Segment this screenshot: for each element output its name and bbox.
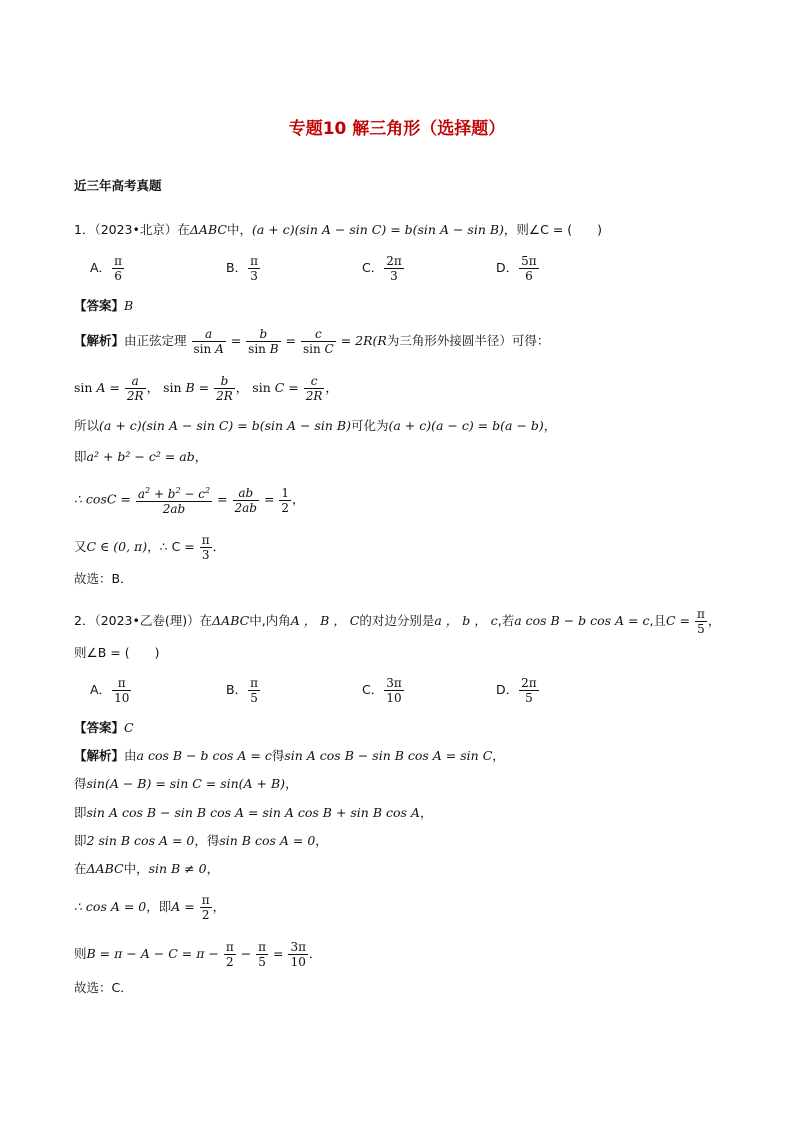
q1-option-b: B． $\frac{\pi}{3}$ bbox=[226, 254, 258, 283]
q1-analysis-line1: 【解析】由正弦定理 $\frac{a}{\text{sin A}}$ = $\frac{b}{\text{sin B}}$ = $\frac{c}{\text{sin C}}$ = 2R(R为三角形外接圆半径）可得： bbox=[74, 327, 550, 356]
page-title: 专题10 解三角形（选择题） bbox=[288, 119, 506, 139]
q2-analysis-conclusion: 故选：C． bbox=[74, 980, 133, 995]
q1-stem: 1．（2023•北京）在ΔABC中，(a + c)(sin A − sin C) = b(sin A − sin B)，则∠C = ( ) bbox=[74, 222, 603, 237]
q2-option-c: C． $\frac{3\pi}{10}$ bbox=[362, 676, 402, 705]
q2-analysis-line4: 即2 sin B cos A = 0，得sin B cos A = 0， bbox=[74, 833, 328, 848]
q2-analysis-line6: ∴ cos A = 0，即A = $\frac{\pi}{2}$ ， bbox=[74, 893, 226, 922]
q2-analysis-line2: 得sin(A − B) = sin C = sin(A + B)， bbox=[74, 776, 298, 791]
q1-option-d: D． $\frac{5\pi}{6}$ bbox=[496, 254, 537, 283]
q2-stem: 2．（2023•乙卷(理)）在ΔABC中,内角A ， B ， C的对边分别是a ， b ， c,若a cos B − b cos A = c,且C = $\frac{\pi}{5}$ ， bbox=[74, 607, 721, 636]
q1-analysis-line3: 所以(a + c)(sin A − sin C) = b(sin A − sin B)可化为(a + c)(a − c) = b(a − b)， bbox=[74, 418, 557, 433]
q1-option-c: C． $\frac{2\pi}{3}$ bbox=[362, 254, 402, 283]
q1-option-a: A． $\frac{\pi}{6}$ bbox=[90, 254, 122, 283]
q2-analysis-line3: 即sin A cos B − sin B cos A = sin A cos B + sin B cos A， bbox=[74, 805, 433, 820]
q1-analysis-line5: ∴ cosC = $\frac{a^2 + b^2 - c^2}{2ab}$ = $\frac{ab}{2ab}$ = $\frac{1}{2}$ ， bbox=[74, 485, 305, 516]
section-heading: 近三年高考真题 bbox=[74, 178, 162, 193]
q1-answer: 【答案】B bbox=[74, 298, 134, 313]
q2-answer: 【答案】C bbox=[74, 720, 134, 735]
q2-stem-line2: 则∠B = ( ) bbox=[74, 645, 160, 660]
q2-option-d: D． $\frac{2\pi}{5}$ bbox=[496, 676, 537, 705]
q2-option-b: B． $\frac{\pi}{5}$ bbox=[226, 676, 258, 705]
q2-analysis-line5: 在ΔABC中，sin B ≠ 0， bbox=[74, 861, 220, 876]
q1-analysis-line2: sin A = $\frac{a}{2R}$ ， sin B = $\frac{b}{2R}$ ， sin C = $\frac{c}{2R}$ ， bbox=[74, 374, 338, 403]
q2-option-a: A． $\frac{\pi}{10}$ bbox=[90, 676, 130, 705]
q1-analysis-line4: 即a² + b² − c² = ab， bbox=[74, 449, 208, 464]
q2-analysis-line7: 则B = π − A − C = π − $\frac{\pi}{2}$ − $\frac{\pi}{5}$ = $\frac{3\pi}{10}$ ． bbox=[74, 940, 322, 969]
q1-analysis-conclusion: 故选：B． bbox=[74, 571, 133, 586]
q2-analysis-line1: 【解析】由a cos B − b cos A = c得sin A cos B − sin B cos A = sin C， bbox=[74, 748, 505, 763]
q1-analysis-line6: 又C ∈ (0, π)，∴ C = $\frac{\pi}{3}$ ． bbox=[74, 533, 226, 562]
